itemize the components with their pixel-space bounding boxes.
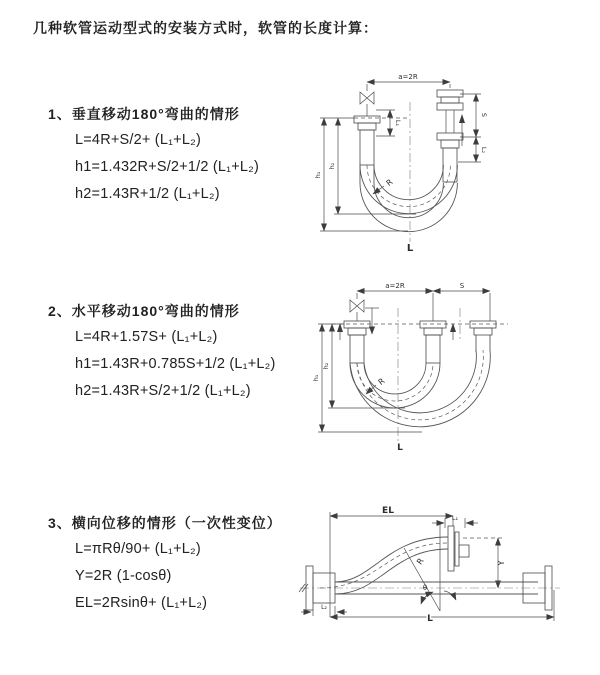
section-2-heading: 2、水平移动180°弯曲的情形	[48, 303, 240, 319]
dim-label-r: R	[376, 376, 387, 387]
dim-label-r: R	[384, 177, 395, 188]
dim-label-el: EL	[382, 506, 394, 516]
formula-s3-L: L=πRθ/90+ (L₁+L₂)	[75, 541, 201, 557]
dim-label-a2r: a=2R	[385, 282, 405, 290]
formula-s2-h1: h1=1.43R+0.785S+1/2 (L₁+L₂)	[75, 356, 276, 372]
formula-s1-L: L=4R+S/2+ (L₁+L₂)	[75, 132, 201, 148]
dim-a2r	[367, 73, 450, 91]
braided-hose-section	[360, 130, 374, 165]
section-1	[48, 104, 240, 124]
section-3	[48, 513, 282, 533]
dim-label-h2: h₂	[328, 162, 336, 170]
dim-label-s: S	[459, 282, 465, 290]
upper-flange-displaced	[448, 526, 469, 571]
dim-S-L2	[458, 94, 488, 162]
dim-label-l1: L₁	[394, 119, 402, 127]
dim-label-l: L	[397, 443, 403, 453]
dim-label-theta: θ	[422, 584, 428, 592]
dim-label-l1: L₁	[451, 514, 459, 522]
page-title: 几种软管运动型式的安装方式时，软管的长度计算：	[33, 20, 378, 36]
right-flange-upper-position	[437, 90, 463, 133]
dim-label-l2: L₂	[321, 604, 327, 611]
radius-callout	[373, 177, 395, 194]
radius-callout	[366, 376, 387, 394]
u-bend-hose	[350, 350, 490, 427]
diagram-horizontal-180-bend	[310, 278, 565, 473]
middle-flange-fitting	[420, 321, 446, 363]
braided-hose-section	[426, 335, 440, 363]
left-flange-fitting	[344, 321, 370, 363]
s-curve-hose-displaced	[320, 537, 448, 594]
dim-label-l: L	[427, 614, 433, 624]
braided-hose-section	[443, 148, 457, 182]
dim-label-y: Y	[497, 560, 506, 566]
dim-Y	[463, 538, 506, 588]
section-2	[48, 301, 240, 321]
section-1-heading: 1、垂直移动180°弯曲的情形	[48, 106, 240, 122]
dim-h1-h2	[312, 324, 422, 432]
dim-label-r: R	[415, 556, 426, 567]
dim-label-l2: L₂	[480, 146, 488, 154]
dim-label-l: L	[406, 243, 414, 254]
formula-s1-h1: h1=1.432R+S/2+1/2 (L₁+L₂)	[75, 159, 260, 175]
dim-h1-h2	[314, 118, 416, 231]
dim-label-a2r: a=2R	[398, 73, 418, 81]
valve-icon	[360, 92, 374, 116]
formula-s1-h2: h2=1.43R+1/2 (L₁+L₂)	[75, 186, 220, 202]
dim-label-h2: h₂	[322, 362, 330, 370]
dim-L	[330, 590, 554, 624]
right-flange-lower-position	[437, 133, 463, 182]
formula-s2-L: L=4R+1.57S+ (L₁+L₂)	[75, 329, 218, 345]
right-flange-fitting-moved	[470, 321, 496, 352]
dim-label-s: S	[480, 112, 488, 118]
diagram-vertical-180-bend	[310, 70, 565, 265]
movement-arrow-up	[459, 114, 465, 146]
left-flange-fitting	[354, 116, 380, 183]
dim-a2r	[357, 282, 490, 321]
braided-hose-section	[350, 335, 364, 363]
diagram-lateral-displacement	[298, 498, 583, 628]
dim-label-h1: h₁	[314, 171, 322, 179]
dim-label-h1: h₁	[312, 374, 320, 382]
section-3-heading: 3、横向位移的情形（一次性变位）	[48, 515, 282, 531]
valve-icon	[350, 300, 364, 321]
formula-s3-EL: EL=2Rsinθ+ (L₁+L₂)	[75, 595, 208, 611]
formula-s3-Y: Y=2R (1-cosθ)	[75, 568, 172, 584]
formula-s2-h2: h2=1.43R+S/2+1/2 (L₁+L₂)	[75, 383, 251, 399]
